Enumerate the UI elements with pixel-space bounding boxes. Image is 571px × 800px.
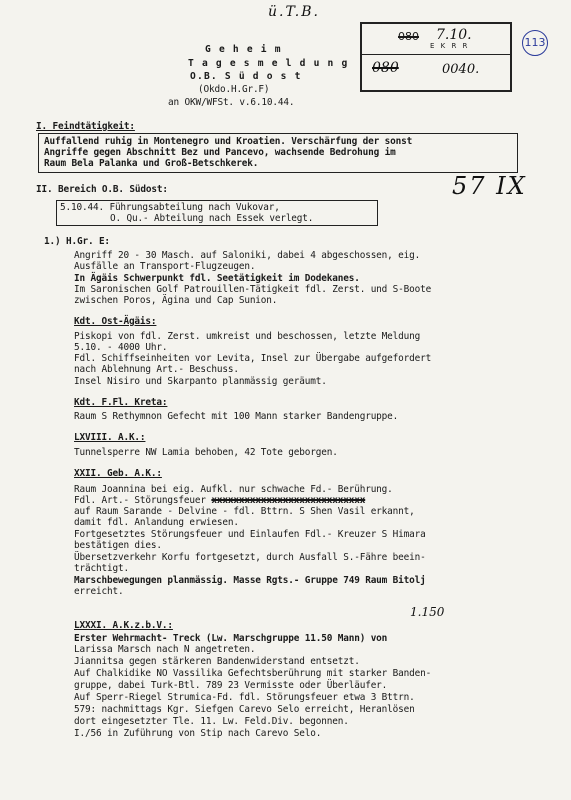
ost-aegaeis-line-2: 5.10. - 4000 Uhr. [74, 342, 168, 353]
xxii-line-6: bestätigen dies. [74, 540, 162, 551]
lxxxi-handwritten-note: 1.150 [410, 605, 445, 619]
lxxxi-line-3: Jiannitsa gegen stärkeren Bandenwiderstand entsetzt. [74, 656, 360, 667]
lxxxi-line-5: gruppe, dabei Turk-Btl. 789 23 Vermisste oder Überläufer. [74, 680, 388, 691]
kreta-heading: Kdt. F.Fl. Kreta: [74, 397, 168, 408]
ost-aegaeis-line-5: Insel Nisiro und Skarpanto planmässig geräumt. [74, 376, 327, 387]
section-2-line-1: 5.10.44. Führungsabteilung nach Vukovar, [60, 202, 280, 213]
lxxxi-line-7: 579: nachmittags Kgr. Siefgen Carevo Selo erreicht, Heranlösen [74, 704, 415, 715]
ost-aegaeis-line-3: Fdl. Schiffseinheiten vor Levita, Insel zur Übergabe aufgefordert [74, 353, 432, 364]
xxii-line-2-struck: xxxxxxxxxxxxxxxxxxxxxxxxxxxx [211, 495, 366, 506]
stamp-handwritten-count: 0040. [442, 62, 480, 77]
hgr-e-line-4: Im Saronischen Golf Patrouillen-Tätigkeit fdl. Zerst. und S-Boote [74, 284, 432, 295]
lxxxi-heading: LXXXI. A.K.z.b.V.: [74, 620, 173, 631]
xxii-line-2-text: Fdl. Art.- Störungsfeuer [74, 495, 206, 506]
lxxxi-line-2: Larissa Marsch nach N angetreten. [74, 644, 256, 655]
lxviii-line-1: Tunnelsperre NW Lamia behoben, 42 Tote geborgen. [74, 447, 338, 458]
xxii-line-2 [74, 495, 365, 506]
ost-aegaeis-heading: Kdt. Ost-Ägäis: [74, 316, 157, 327]
header-title-tagesmeldung: T a g e s m e l d u n g [188, 58, 349, 69]
xxii-line-10: erreicht. [74, 586, 124, 597]
hgr-e-line-2: Ausfälle an Transport-Flugzeugen. [74, 261, 256, 272]
lxxxi-line-8: dort eingesetzter Tle. 11. Lw. Feld.Div. begonnen. [74, 716, 349, 727]
xxii-line-3: auf Raum Sarande - Delvine - fdl. Bttrn. S Shen Vasil erkannt, [74, 506, 415, 517]
xxii-line-8: trächtigt. [74, 563, 129, 574]
ost-aegaeis-line-1: Piskopi von fdl. Zerst. umkreist und beschossen, letzte Meldung [74, 331, 421, 342]
section-1-heading: I. Feindtätigkeit: [36, 121, 135, 132]
kreta-line-1: Raum S Rethymnon Gefecht mit 100 Mann starker Bandengruppe. [74, 411, 399, 422]
section-2-heading: II. Bereich O.B. Südost: [36, 184, 168, 195]
stamp-letters: E K R R [430, 42, 470, 50]
stamp-handwritten-number: 080 [372, 60, 399, 76]
xxii-line-7: Übersetzverkehr Korfu fortgesetzt, durch Ausfall S.-Fähre beein- [74, 552, 426, 563]
xxii-heading: XXII. Geb. A.K.: [74, 468, 162, 479]
lxxxi-line-4: Auf Chalkidike NO Vassilika Gefechtsberührung mit starker Banden- [74, 668, 432, 679]
hgr-e-line-1: Angriff 20 - 30 Masch. auf Saloniki, dabei 4 abgeschossen, eig. [74, 250, 421, 261]
lxviii-heading: LXVIII. A.K.: [74, 432, 146, 443]
xxii-line-9: Marschbewegungen planmässig. Masse Rgts.- Gruppe 749 Raum Bitolj [74, 575, 426, 586]
page-number-circle: 113 [522, 30, 548, 56]
section-1-line-3: Raum Bela Palanka und Groß-Betschkerek. [44, 158, 259, 169]
registration-stamp [360, 22, 512, 92]
hgr-e-line-3: In Ägäis Schwerpunkt fdl. Seetätigkeit im Dodekanes. [74, 273, 360, 284]
header-title-addressee: an OKW/WFSt. v.6.10.44. [168, 97, 295, 108]
section-1-line-2: Angriffe gegen Abschnitt Bez und Pancevo, wachsende Bedrohung im [44, 147, 396, 158]
hgr-e-heading: 1.) H.Gr. E: [44, 236, 110, 247]
stamp-handwritten-date: 7.10. [436, 27, 472, 43]
header-title-okdo: (Okdo.H.Gr.F) [198, 84, 270, 95]
stamp-number-struck: 080 [398, 30, 419, 43]
section-1-line-1: Auffallend ruhig in Montenegro und Kroatien. Verschärfung der sonst [44, 136, 413, 147]
lxxxi-line-6: Auf Sperr-Riegel Strumica-Fd. fdl. Störungsfeuer etwa 3 Bttrn. [74, 692, 415, 703]
handwritten-folio: 57 IX [452, 172, 527, 200]
section-2-line-2: O. Qu.- Abteilung nach Essek verlegt. [110, 213, 314, 224]
ost-aegaeis-line-4: nach Ablehnung Art.- Beschuss. [74, 364, 239, 375]
handwritten-top-note: ü.T.B. [268, 4, 320, 20]
hgr-e-line-5: zwischen Poros, Ägina und Cap Sunion. [74, 295, 278, 306]
xxii-line-5: Fortgesetztes Störungsfeuer und Einlaufen Fdl.- Kreuzer S Himara [74, 529, 426, 540]
xxii-line-1: Raum Joannina bei eig. Aufkl. nur schwache Fd.- Berührung. [74, 484, 393, 495]
lxxxi-line-1: Erster Wehrmacht- Treck (Lw. Marschgruppe 11.50 Mann) von [74, 633, 388, 644]
xxii-line-4: damit fdl. Anlandung erwiesen. [74, 517, 239, 528]
header-title-ob-suedost: O.B. S ü d o s t [190, 71, 302, 82]
header-title-geheim: G e h e i m [205, 44, 282, 55]
lxxxi-line-9: I./56 in Zuführung von Stip nach Carevo Selo. [74, 728, 322, 739]
